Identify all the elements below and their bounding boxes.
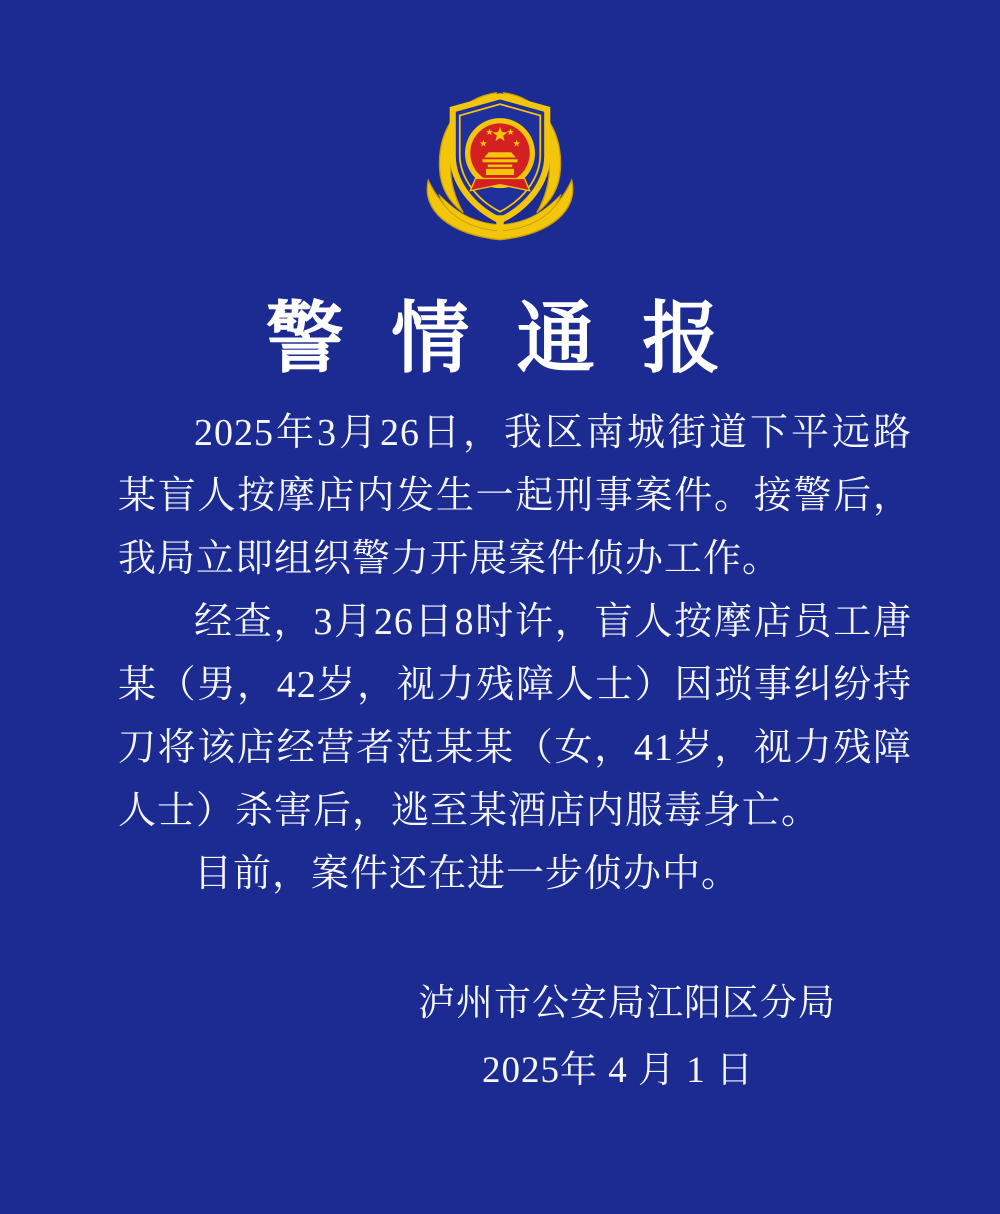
police-badge-emblem: [412, 84, 588, 252]
paragraph-status: 目前，案件还在进一步侦办中。: [194, 853, 741, 895]
paragraph-investigation: 经查，3月26日8时许，盲人按摩店员工唐某（男，42岁，视力残障人士）因琐事纠纷持刀将该店经营者范某某（女，41岁，视力残障人士）杀害后，逃至某酒店内服毒身亡。: [118, 601, 912, 832]
issue-date: 2025年 4 月 1 日: [482, 1050, 754, 1091]
paragraph-incident: 2025年3月26日，我区南城街道下平远路某盲人按摩店内发生一起刑事案件。接警后，我局立即组织警力开展案件侦办工作。: [118, 412, 912, 580]
signature-block: [418, 970, 836, 1104]
notice-body: [118, 402, 912, 906]
notice-title: 警 情 通 报: [265, 295, 735, 382]
issuing-agency: 泸州市公安局江阳区分局: [418, 983, 836, 1024]
police-badge-icon: [412, 84, 588, 252]
